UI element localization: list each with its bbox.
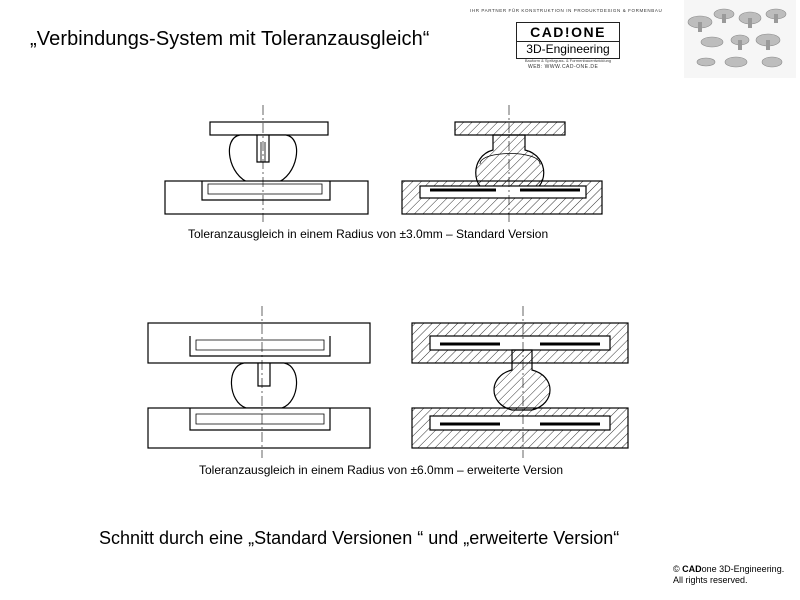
copyright-notice xyxy=(673,564,784,586)
copyright-brand-rest: one 3D-Engineering. xyxy=(701,564,785,574)
logo-brand-top: CAD!ONE xyxy=(516,22,620,42)
extended-version-section xyxy=(412,306,628,458)
caption-standard-version: Toleranzausgleich in einem Radius von ±3.0mm – Standard Version xyxy=(188,227,549,241)
logo-brand-bottom: 3D-Engineering xyxy=(516,41,620,59)
standard-version-view xyxy=(165,105,368,222)
company-tagline: IHR PARTNER FÜR KONSTRUKTION IN PRODUKTDESIGN & FORMENBAU xyxy=(470,8,663,13)
copyright-line2: All rights reserved. xyxy=(673,575,748,585)
caption-extended-version: Toleranzausgleich in einem Radius von ±6.0mm – erweiterte Version xyxy=(199,463,564,477)
logo-subline: Bauform & Spritzguss- & Formenbauentwicklung xyxy=(524,58,612,63)
standard-version-section xyxy=(402,105,602,222)
company-website: WEB: WWW.CAD-ONE.DE xyxy=(528,64,599,70)
copyright-brand: CAD xyxy=(682,564,702,574)
extended-version-view xyxy=(148,306,370,458)
slide-title: „Verbindungs-System mit Toleranzausgleich“ xyxy=(30,28,430,50)
section-subtitle: Schnitt durch eine „Standard Versionen “ und „erweiterte Version“ xyxy=(99,528,620,548)
copyright-symbol: © xyxy=(673,564,683,574)
